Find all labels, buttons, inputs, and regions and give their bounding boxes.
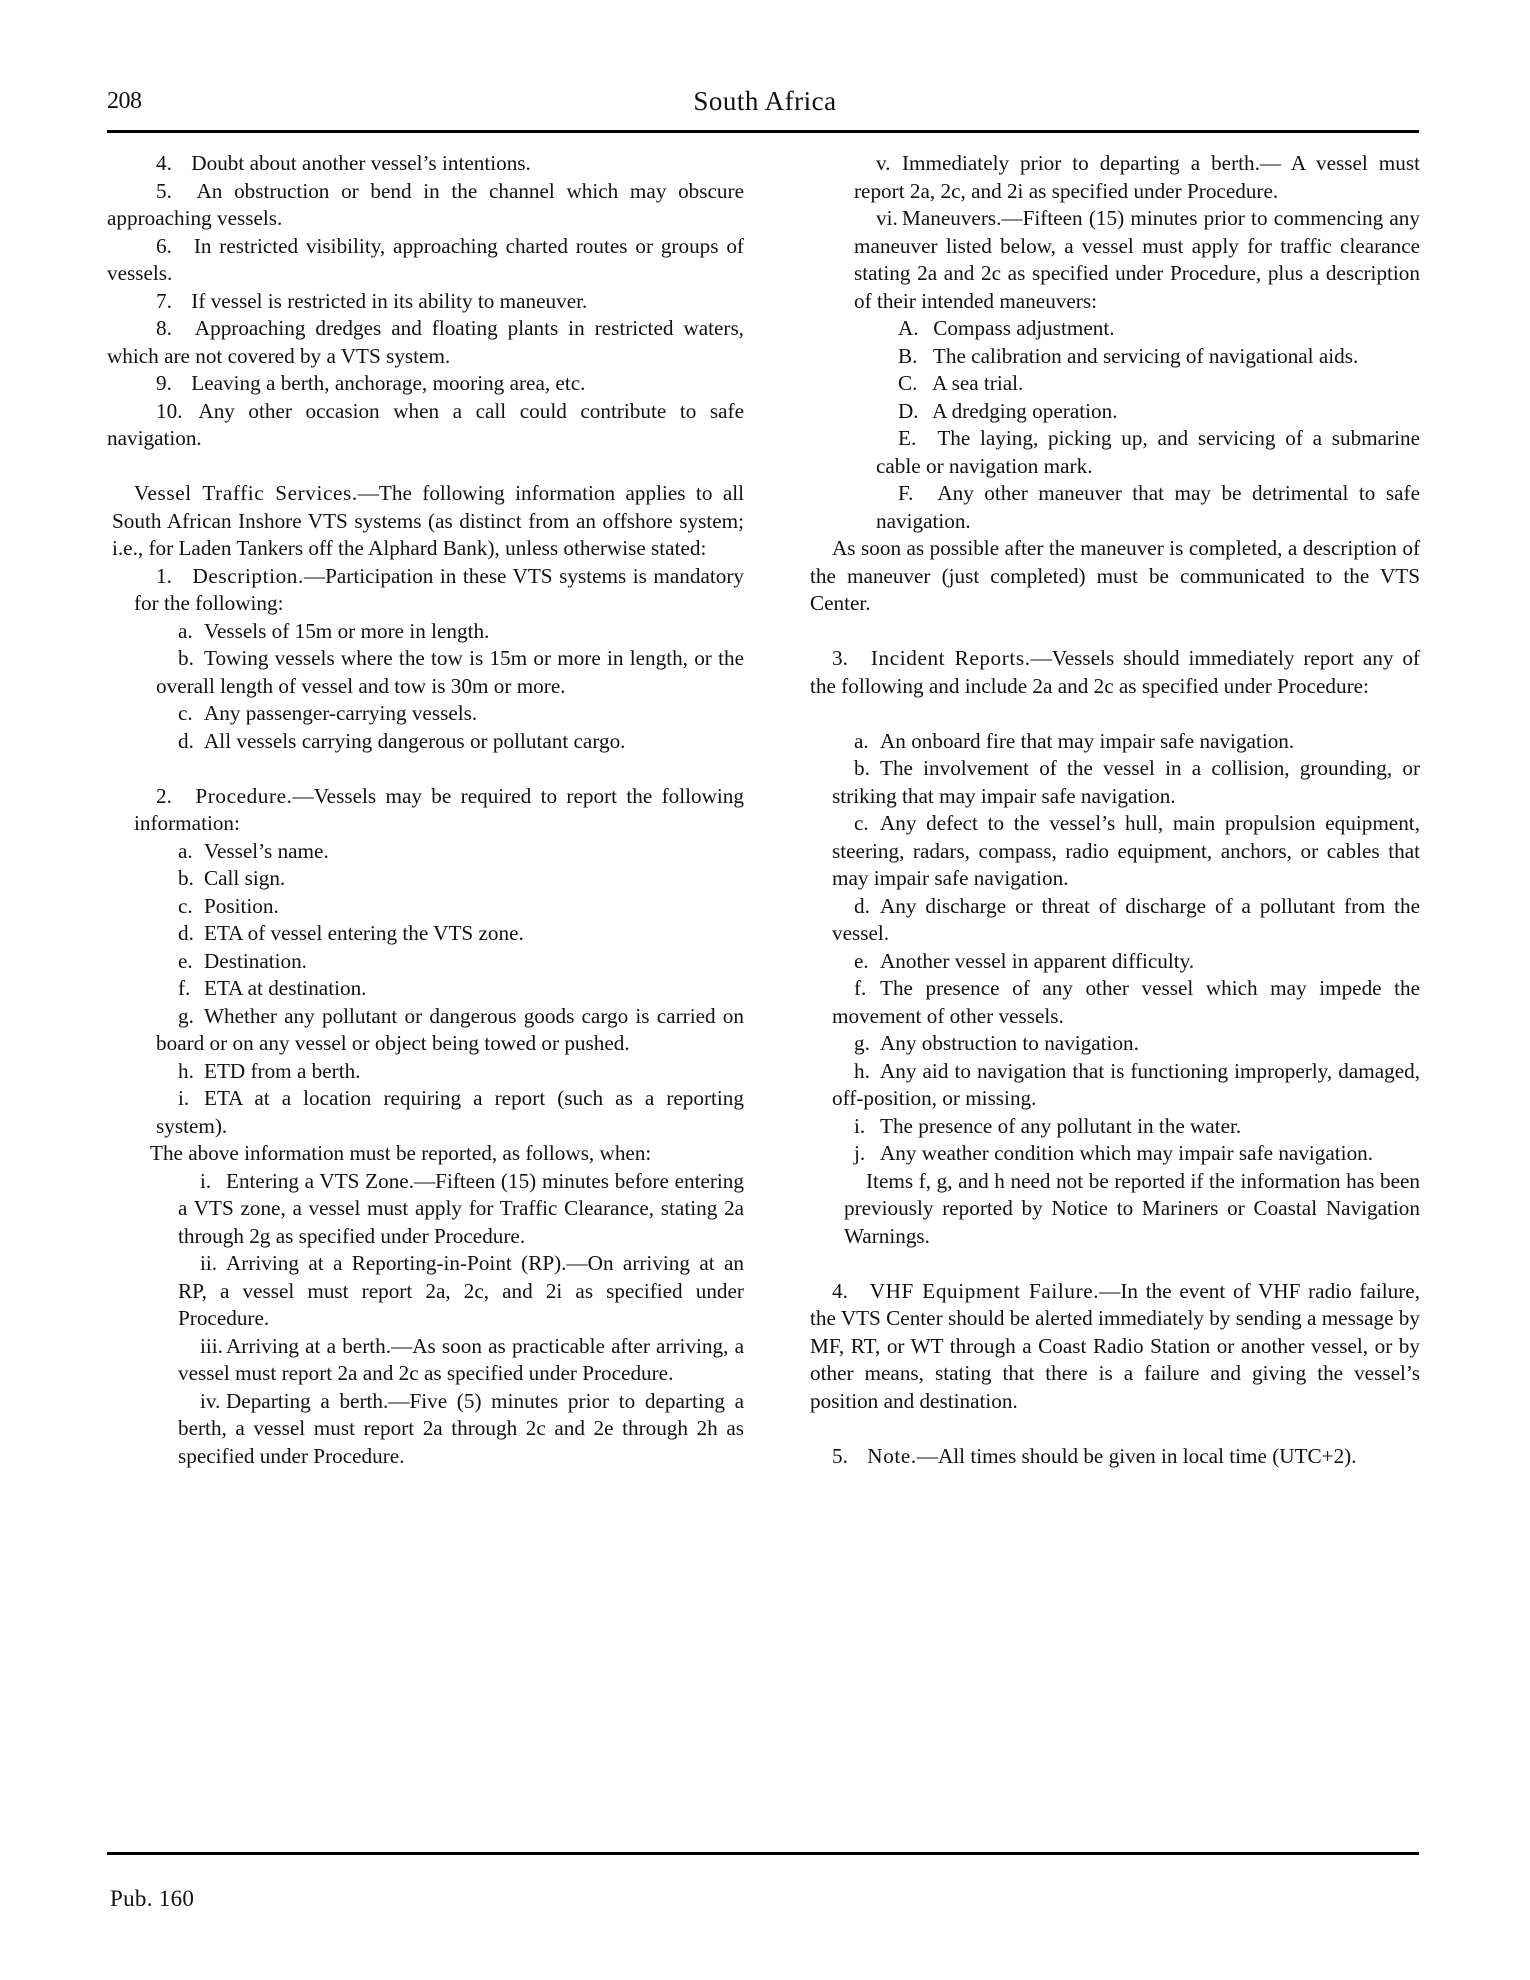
list-item: E. The laying, picking up, and servicing of a submarine cable or navigation mark. [876,426,1420,478]
list-item: a. Vessel’s name. [178,838,329,863]
list-item: d. All vessels carrying dangerous or pollutant cargo. [178,728,626,753]
section-heading: Description. [192,563,304,588]
list-item: vi. Maneuvers.—Fifteen (15) minutes prior to commencing any maneuver listed below, a vessel must apply for traffic clearance stating 2a and 2c as specified under Procedure, plus a description of their intended maneuvers: [854,206,1420,313]
list-item: i. The presence of any pollutant in the water. [854,1113,1242,1138]
when-paragraph: The above information must be reported, as follows, when: [150,1141,652,1165]
list-item: iii. Arriving at a berth.—As soon as practicable after arriving, a vessel must report 2a and 2c as specified under Procedure. [178,1333,744,1385]
list-item: iv. Departing a berth.—Five (5) minutes prior to departing a berth, a vessel must report 2a through 2c and 2e through 2h as specified under Procedure. [178,1388,744,1468]
list-item: c. Position. [178,893,279,918]
vts-intro-paragraph: Vessel Traffic Services.—The following information applies to all South African Inshore VTS systems (as distinct from an offshore system; i.e., for Laden Tankers off the Alphard Bank), unless otherwise stated: [112,481,744,560]
right-column [810,150,1420,1470]
description-paragraph: 1. Description.—Participation in these VTS systems is mandatory for the following: [134,563,744,615]
section-heading: Incident Reports. [870,646,1031,670]
list-item: f. The presence of any other vessel which may impede the movement of other vessels. [832,976,1420,1028]
list-item: a. An onboard fire that may impair safe navigation. [854,728,1295,753]
list-item: h. ETD from a berth. [178,1058,361,1083]
list-item: j. Any weather condition which may impair safe navigation. [854,1141,1374,1165]
list-item: e. Another vessel in apparent difficulty. [854,948,1195,973]
list-item: 4. Doubt about another vessel’s intentions. [156,151,531,175]
list-item: a. Vessels of 15m or more in length. [178,618,490,643]
list-item: v. Immediately prior to departing a berth.— A vessel must report 2a, 2c, and 2i as specified under Procedure. [854,151,1420,203]
list-item: 5. An obstruction or bend in the channel which may obscure approaching vessels. [107,178,744,230]
list-item: 6. In restricted visibility, approaching charted routes or groups of vessels. [107,233,744,285]
section-heading: Note. [867,1443,917,1468]
list-item: 9. Leaving a berth, anchorage, mooring area, etc. [156,371,586,395]
running-title: South Africa [693,86,837,116]
list-item: h. Any aid to navigation that is functioning improperly, damaged, off-position, or missing. [832,1058,1420,1110]
list-item: D. A dredging operation. [898,398,1118,423]
header-rule [107,130,1419,133]
after-maneuver-paragraph: As soon as possible after the maneuver is completed, a description of the maneuver (just completed) must be communicated to the VTS Center. [810,536,1420,615]
list-item: c. Any defect to the vessel’s hull, main propulsion equipment, steering, radars, compass, radio equipment, anchors, or cables that may impair safe navigation. [832,811,1420,890]
list-item: b. Towing vessels where the tow is 15m or more in length, or the overall length of vessel and tow is 30m or more. [156,646,744,698]
footer-rule [107,1852,1419,1855]
list-item: c. Any passenger-carrying vessels. [178,701,478,725]
publication-label: Pub. 160 [110,1886,195,1911]
list-item: g. Any obstruction to navigation. [854,1031,1139,1055]
list-item: e. Destination. [178,948,307,973]
procedure-paragraph: 2. Procedure.—Vessels may be required to report the following information: [134,783,744,835]
list-item: B. The calibration and servicing of navigational aids. [898,343,1359,368]
list-item: F. Any other maneuver that may be detrimental to safe navigation. [876,481,1420,533]
list-item: g. Whether any pollutant or dangerous goods cargo is carried on board or on any vessel or object being towed or pushed. [156,1003,744,1055]
list-item: ii. Arriving at a Reporting-in-Point (RP).—On arriving at an RP, a vessel must report 2a, 2c, and 2i as specified under Procedure. [178,1251,744,1330]
list-item: A. Compass adjustment. [898,316,1115,340]
list-item: d. Any discharge or threat of discharge of a pollutant from the vessel. [832,893,1420,945]
left-column [107,150,744,1470]
section-heading: Procedure. [195,783,293,808]
note-paragraph: 5. Note.—All times should be given in local time (UTC+2). [832,1443,1357,1468]
page-number: 208 [107,88,142,114]
list-item: C. A sea trial. [898,371,1024,395]
list-item: f. ETA at destination. [178,976,367,1000]
section-heading: Vessel Traffic Services. [134,481,358,505]
vhf-failure-paragraph: 4. VHF Equipment Failure.—In the event of VHF radio failure, the VTS Center should be alerted immediately by sending a message by MF, RT, or WT through a Coast Radio Station or another vessel, or by other means, stating that there is a failure and giving the vessel’s position and destination. [810,1278,1420,1413]
section-heading: VHF Equipment Failure. [869,1278,1100,1303]
list-item: d. ETA of vessel entering the VTS zone. [178,921,524,945]
list-item: i. Entering a VTS Zone.—Fifteen (15) minutes before entering a VTS zone, a vessel must apply for Traffic Clearance, stating 2a through 2g as specified under Procedure. [178,1168,744,1248]
list-item: b. Call sign. [178,866,286,890]
incident-reports-paragraph: 3. Incident Reports.—Vessels should immediately report any of the following and include 2a and 2c as specified under Procedure: [810,646,1420,698]
list-item: 8. Approaching dredges and floating plants in restricted waters, which are not covered by a VTS system. [107,316,744,368]
incident-note: Items f, g, and h need not be reported if the information has been previously reported by Notice to Mariners or Coastal Navigation Warnings. [844,1168,1420,1248]
list-item: 7. If vessel is restricted in its ability to maneuver. [156,288,588,313]
list-item: i. ETA at a location requiring a report (such as a reporting system). [156,1086,744,1138]
list-item: b. The involvement of the vessel in a collision, grounding, or striking that may impair safe navigation. [832,756,1420,808]
list-item: 10. Any other occasion when a call could contribute to safe navigation. [107,398,744,450]
call-list [107,150,744,453]
